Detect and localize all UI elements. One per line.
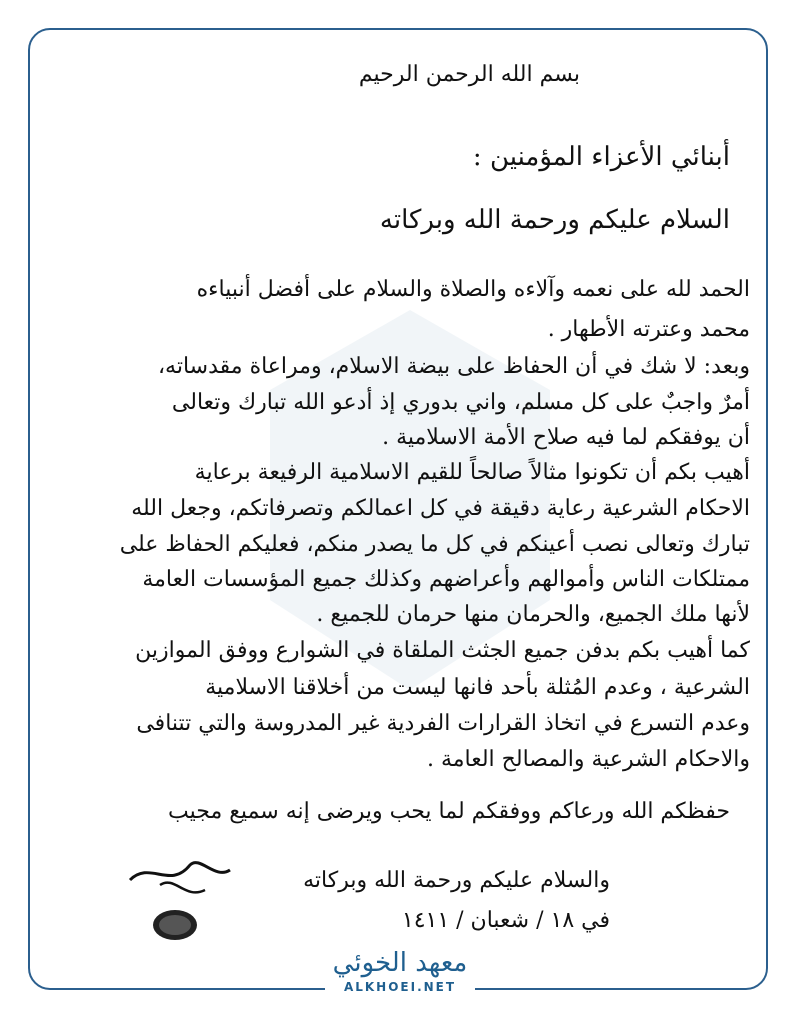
letter-line: وبعد: لا شك في أن الحفاظ على بيضة الاسلام، ومراعاة مقدساته، <box>157 354 750 379</box>
closing: والسلام عليكم ورحمة الله وبركاته <box>303 868 610 893</box>
signature-and-seal <box>120 850 240 950</box>
letter-line: أهيب بكم أن تكونوا مثالاً صالحاً للقيم الاسلامية الرفيعة برعاية <box>194 460 750 485</box>
addressee: أبنائي الأعزاء المؤمنين : <box>472 142 730 172</box>
letter-line: محمد وعترته الأطهار . <box>547 317 750 342</box>
letter-line: لأنها ملك الجميع، والحرمان منها حرمان للجميع . <box>316 602 750 627</box>
letter-line: والاحكام الشرعية والمصالح العامة . <box>426 747 750 772</box>
logo-latin: ALKHOEI.NET <box>343 980 457 994</box>
letter-line: أن يوفقكم لما فيه صلاح الأمة الاسلامية . <box>382 425 750 450</box>
letter-line: ممتلكات الناس وأموالهم وأعراضهم وكذلك جميع المؤسسات العامة <box>142 567 750 592</box>
letter-line: تبارك وتعالى نصب أعينكم في كل ما يصدر منكم، فعليكم الحفاظ على <box>119 532 750 557</box>
letter-line: الاحكام الشرعية رعاية دقيقة في كل اعمالكم وتصرفاتكم، وجعل الله <box>131 496 750 521</box>
footer-logo <box>0 940 800 1020</box>
letter-line: الشرعية ، وعدم المُثلة بأحد فانها ليست من أخلاقنا الاسلامية <box>205 675 750 700</box>
letter-line: وعدم التسرع في اتخاذ القرارات الفردية غير المدروسة والتي تتنافى <box>136 711 750 736</box>
letter-line: كما أهيب بكم بدفن جميع الجثث الملقاة في الشوارع ووفق الموازين <box>135 638 750 663</box>
basmala: بسم الله الرحمن الرحيم <box>358 62 580 87</box>
date: في ١٨ / شعبان / ١٤١١ <box>401 908 610 933</box>
letter-line: أمرٌ واجبٌ على كل مسلم، واني بدوري إذ أدعو الله تبارك وتعالى <box>171 390 750 415</box>
logo-arabic: معهد الخوئي <box>332 948 468 978</box>
letter-line: حفظكم الله ورعاكم ووفقكم لما يحب ويرضى إنه سميع مجيب <box>168 799 730 824</box>
greeting: السلام عليكم ورحمة الله وبركاته <box>379 205 730 235</box>
letter-line: الحمد لله على نعمه وآلاءه والصلاة والسلام على أفضل أنبياءه <box>196 277 750 302</box>
alkhoei-logo <box>325 940 475 1020</box>
